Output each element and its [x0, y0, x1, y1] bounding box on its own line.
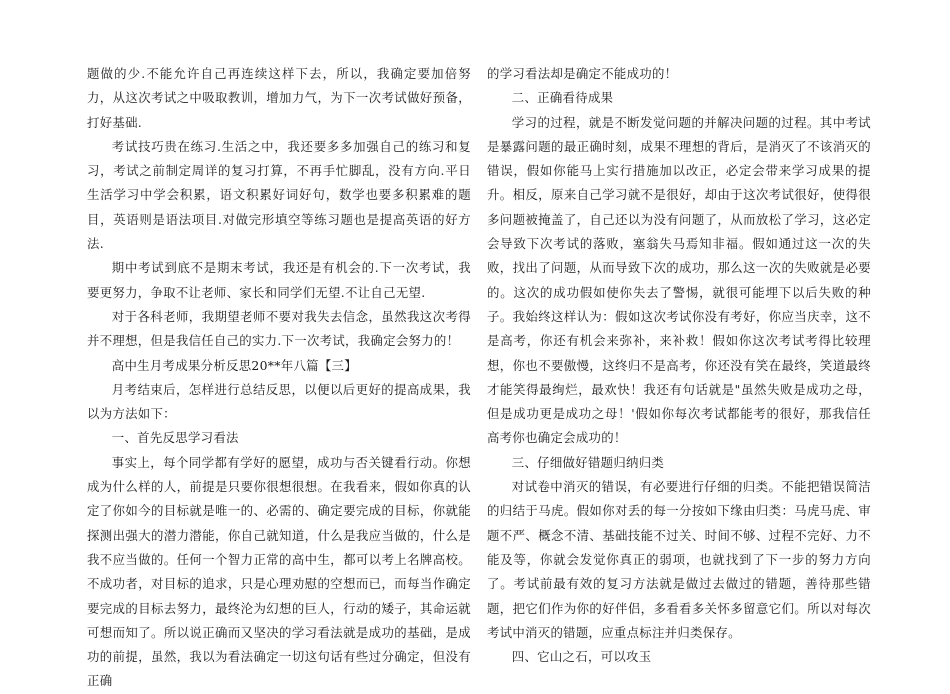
section-heading: 一、首先反思学习看法: [111, 430, 239, 446]
section-title: 高中生月考成果分析反思20**年八篇【三】: [111, 357, 357, 373]
section-heading: 二、正确看待成果: [511, 90, 614, 106]
paragraph: 对于各科老师，我期望老师不要对我失去信念，虽然我这次考得并不理想，但是我信任自己的实力.下一次考试，我确定会努力的！: [87, 308, 471, 349]
left-column: [87, 62, 471, 694]
paragraph: 的学习看法却是确定不能成功的！: [487, 66, 678, 81]
section-heading: 三、仔细做好错题归纳归类: [511, 454, 665, 470]
paragraph: 月考结束后，怎样进行总结反思，以便以后更好的提高成果，我以为方法如下：: [87, 381, 471, 422]
paragraph: 期中考试到底不是期末考试，我还是有机会的.下一次考试，我要更努力，争取不让老师、家长和同学们无望.不让自己无望.: [87, 260, 471, 300]
paragraph: 考试技巧贵在练习.生活之中，我还要多多加强自己的练习和复习，考试之前制定周详的复习打算，不再手忙脚乱，没有方向.平日生活学习中学会积累，语文积累好词好句，数学也要多积累难的题目，英语则是语法项目.对做完形填空等练习题也是提高英语的好方法.: [87, 138, 471, 252]
right-column: [487, 62, 871, 669]
paragraph: 对试卷中消灭的错误，有必要进行仔细的归类。不能把错误简洁的归结于马虎。假如你对丢的每一分按如下缘由归类：马虎马虎、审题不严、概念不清、基础技能不过关、时间不够、过程不完好、力不能及等，你就会发觉你真正的弱项，也就找到了下一步的努力方向了。考试前最有效的复习方法就是做过去做过的错题，善待那些错题，把它们作为你的好伴侣，多看看多关怀多留意它们。所以对每次考试中消灭的错题，应重点标注并归类保存。: [487, 479, 871, 640]
paragraph: 题做的少.不能允许自己再连续这样下去，所以，我确定要加倍努力，从这次考试之中吸取教训，增加力气，为下一次考试做好预备，打好基础.: [87, 66, 471, 130]
section-heading: 四、它山之石，可以攻玉: [511, 649, 652, 665]
paragraph: 学习的过程，就是不断发觉问题的并解决问题的过程。其中考试是暴露问题的最正确时刻，成果不理想的背后，是消灭了不该消灭的错误，假如你能马上实行措施加以改正，必定会带来学习成果的提升。相反，原来自己学习就不是很好，却由于这次考试很好，使得很多问题被掩盖了，自己还以为没有问题了，从而放松了学习，这必定会导致下次考试的落败，塞翁失马焉知非福。假如通过这一次的失败，找出了问题，从而导致下次的成功，那么这一次的失败就是必要的。这次的成功假如使你失去了警惕，就很可能埋下以后失败的种子。我始终这样认为：假如这次考试你没有考好，你应当庆幸，这不是高考，你还有机会来弥补，来补救！假如你这次考试考得比较理想，你也不要傲慢，这终归不是高考，你还没有笑在最终，笑道最终才能笑得最绚烂，最欢快！我还有句话就是"虽然失败是成功之母，但是成功更是成功之母！'假如你每次考试都能考的很好，那我信任高考你也确定会成功的！: [487, 114, 871, 446]
paragraph: 事实上，每个同学都有学好的愿望，成功与否关键看行动。你想成为什么样的人，前提是只要你很想很想。在我看来，假如你真的认定了你如今的目标就是唯一的、必需的、确定要完成的目标，你就能探测出强大的潜力潜能，你自己就知道，什么是我应当做的，什么是我不应当做的。任何一个智力正常的高中生，都可以考上名牌高校。不成功者，对目标的追求，只是心理劝慰的空想而已，而每当作确定要完成的目标去努力，最终沦为幻想的巨人，行动的矮子，其命运就可想而知了。所以说正确而又坚决的学习看法就是成功的基础，是成功的前提，虽然，我以为看法确定一切这句话有些过分确定，但没有正确: [87, 454, 471, 689]
